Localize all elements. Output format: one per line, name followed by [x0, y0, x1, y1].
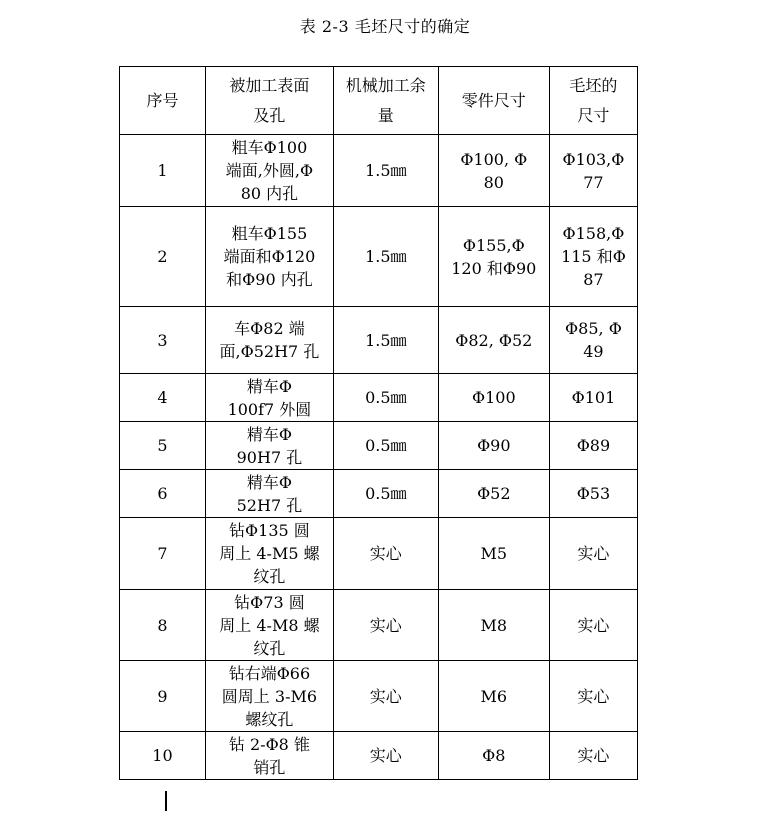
cell-allowance: 1.5㎜	[333, 135, 438, 207]
header-part-size: 零件尺寸	[438, 67, 549, 135]
cell-index: 3	[120, 307, 206, 374]
cell-part-size: Φ82, Φ52	[438, 307, 549, 374]
cell-part-size: Φ100	[438, 374, 549, 422]
cell-index: 1	[120, 135, 206, 207]
cell-allowance: 实心	[333, 518, 438, 590]
table-row	[120, 518, 638, 590]
cell-blank-size: 实心	[549, 518, 637, 590]
cell-blank-size: Φ89	[549, 422, 637, 470]
table-row	[120, 374, 638, 422]
cell-allowance: 实心	[333, 732, 438, 780]
table-row	[120, 661, 638, 732]
table-row	[120, 732, 638, 780]
cell-index: 4	[120, 374, 206, 422]
cell-part-size: Φ8	[438, 732, 549, 780]
cell-blank-size: Φ53	[549, 470, 637, 518]
cell-index: 9	[120, 661, 206, 732]
cell-allowance: 0.5㎜	[333, 374, 438, 422]
cell-index: 7	[120, 518, 206, 590]
cell-part-size: Φ90	[438, 422, 549, 470]
cell-index: 2	[120, 207, 206, 307]
cell-part-size: Φ155,Φ 120 和Φ90	[438, 207, 549, 307]
cell-surface: 钻 2-Φ8 锥 销孔	[205, 732, 333, 780]
cell-blank-size: Φ158,Φ 115 和Φ 87	[549, 207, 637, 307]
cell-allowance: 0.5㎜	[333, 422, 438, 470]
table-row	[120, 135, 638, 207]
cell-index: 6	[120, 470, 206, 518]
cell-surface: 车Φ82 端 面,Φ52H7 孔	[205, 307, 333, 374]
cell-surface: 精车Φ 90H7 孔	[205, 422, 333, 470]
cell-allowance: 1.5㎜	[333, 207, 438, 307]
cell-blank-size: Φ103,Φ 77	[549, 135, 637, 207]
cell-surface: 精车Φ 100f7 外圆	[205, 374, 333, 422]
table-row	[120, 207, 638, 307]
header-machining-allowance: 机械加工余 量	[333, 67, 438, 135]
blank-size-table	[119, 66, 638, 780]
cell-blank-size: Φ85, Φ 49	[549, 307, 637, 374]
cell-index: 5	[120, 422, 206, 470]
table-row	[120, 470, 638, 518]
cell-surface: 粗车Φ100 端面,外圆,Φ 80 内孔	[205, 135, 333, 207]
cell-blank-size: 实心	[549, 590, 637, 661]
cell-blank-size: 实心	[549, 732, 637, 780]
cell-part-size: Φ100, Φ 80	[438, 135, 549, 207]
cell-surface: 钻右端Φ66 圆周上 3-M6 螺纹孔	[205, 661, 333, 732]
table-row	[120, 590, 638, 661]
table-row	[120, 422, 638, 470]
text-cursor	[165, 791, 167, 811]
table-caption: 表 2-3 毛坯尺寸的确定	[299, 17, 471, 36]
cell-part-size: M5	[438, 518, 549, 590]
cell-part-size: M6	[438, 661, 549, 732]
cell-part-size: Φ52	[438, 470, 549, 518]
cell-allowance: 实心	[333, 590, 438, 661]
cell-allowance: 0.5㎜	[333, 470, 438, 518]
cell-surface: 精车Φ 52H7 孔	[205, 470, 333, 518]
cell-surface: 钻Φ73 圆 周上 4-M8 螺 纹孔	[205, 590, 333, 661]
cell-allowance: 实心	[333, 661, 438, 732]
table-row	[120, 307, 638, 374]
cell-index: 8	[120, 590, 206, 661]
cell-surface: 粗车Φ155 端面和Φ120 和Φ90 内孔	[205, 207, 333, 307]
header-machined-surface: 被加工表面 及孔	[205, 67, 333, 135]
cell-allowance: 1.5㎜	[333, 307, 438, 374]
header-row	[120, 67, 638, 135]
cell-blank-size: Φ101	[549, 374, 637, 422]
header-index: 序号	[120, 67, 206, 135]
cell-part-size: M8	[438, 590, 549, 661]
cell-blank-size: 实心	[549, 661, 637, 732]
header-blank-size: 毛坯的 尺寸	[549, 67, 637, 135]
cell-surface: 钻Φ135 圆 周上 4-M5 螺 纹孔	[205, 518, 333, 590]
cell-index: 10	[120, 732, 206, 780]
